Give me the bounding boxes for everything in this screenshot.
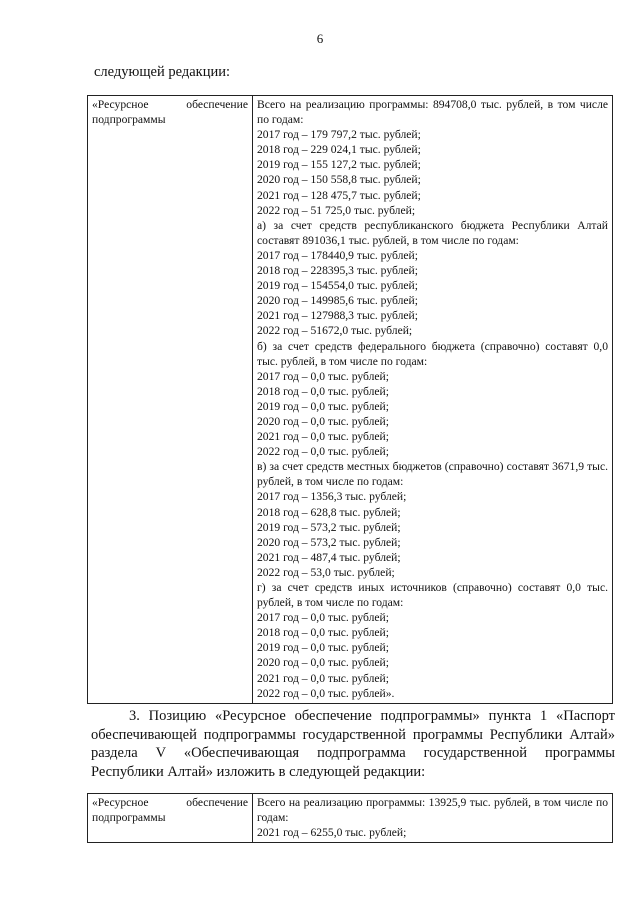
- year-line: 2019 год – 154554,0 тыс. рублей;: [257, 279, 418, 293]
- year-line: 2020 год – 0,0 тыс. рублей;: [257, 656, 389, 670]
- year-list-b: [257, 369, 608, 460]
- table-row: [88, 794, 613, 843]
- year-line: 2022 год – 51672,0 тыс. рублей;: [257, 324, 413, 338]
- year-line: 2019 год – 0,0 тыс. рублей;: [257, 641, 389, 655]
- year-line: 2021 год – 0,0 тыс. рублей;: [257, 671, 389, 685]
- year-line: 2017 год – 0,0 тыс. рублей;: [257, 369, 389, 383]
- resource-values-cell: [253, 794, 613, 843]
- year-line: 2018 год – 0,0 тыс. рублей;: [257, 626, 389, 640]
- year-line: 2019 год – 0,0 тыс. рублей;: [257, 399, 389, 413]
- year-list-c: [257, 489, 608, 580]
- year-line: 2022 год – 51 725,0 тыс. рублей;: [257, 203, 416, 217]
- year-line: 2017 год – 178440,9 тыс. рублей;: [257, 248, 418, 262]
- year-line: 2018 год – 229 024,1 тыс. рублей;: [257, 143, 421, 157]
- year-line: 2018 год – 628,8 тыс. рублей;: [257, 505, 401, 519]
- total-intro: Всего на реализацию программы: 894708,0 тыс. рублей, в том числе по годам:: [257, 98, 608, 127]
- year-line: 2021 год – 487,4 тыс. рублей;: [257, 550, 401, 564]
- year-line: 2022 год – 53,0 тыс. рублей;: [257, 565, 395, 579]
- resource-label-cell: [88, 794, 253, 843]
- resource-values-cell: [253, 96, 613, 704]
- year-line: 2017 год – 179 797,2 тыс. рублей;: [257, 128, 421, 142]
- resource-label: «Ресурсное обеспечение подпрограммы: [92, 98, 248, 127]
- resource-table-1: [87, 95, 613, 704]
- total-intro: Всего на реализацию программы: 13925,9 тыс. рублей, в том числе по годам:: [257, 796, 608, 825]
- year-line: 2019 год – 155 127,2 тыс. рублей;: [257, 158, 421, 172]
- resource-label: «Ресурсное обеспечение подпрограммы: [92, 796, 248, 825]
- resource-table-2: [87, 793, 613, 843]
- year-line: 2022 год – 0,0 тыс. рублей;: [257, 445, 389, 459]
- year-line: 2021 год – 127988,3 тыс. рублей;: [257, 309, 418, 323]
- year-line: 2020 год – 573,2 тыс. рублей;: [257, 535, 401, 549]
- year-line: 2021 год – 0,0 тыс. рублей;: [257, 430, 389, 444]
- section-a-text: а) за счет средств республиканского бюджета Республики Алтай составят 891036,1 тыс. рублей, в том числе по годам:: [257, 218, 608, 247]
- year-line: 2017 год – 0,0 тыс. рублей;: [257, 611, 389, 625]
- year-line: 2021 год – 128 475,7 тыс. рублей;: [257, 188, 421, 202]
- resource-label-cell: [88, 96, 253, 704]
- year-line: 2020 год – 149985,6 тыс. рублей;: [257, 294, 418, 308]
- table-row: [88, 96, 613, 704]
- year-list: [257, 127, 608, 218]
- body-paragraph: 3. Позицию «Ресурсное обеспечение подпрограммы» пункта 1 «Паспорт обеспечивающей подпрограммы государственной программы Республики Алтай» раздела V «Обеспечивающая подпрограмма государственной программы Республики Алтай» изложить в следующей редакции:: [91, 708, 615, 780]
- intro-text: следующей редакции:: [94, 64, 231, 80]
- year-line: 2020 год – 150 558,8 тыс. рублей;: [257, 173, 421, 187]
- year-line: 2017 год – 1356,3 тыс. рублей;: [257, 490, 407, 504]
- year-list-a: [257, 248, 608, 339]
- section-d-text: г) за счет средств иных источников (справочно) составят 0,0 тыс. рублей, в том числе по годам:: [257, 581, 608, 610]
- year-line: 2020 год – 0,0 тыс. рублей;: [257, 414, 389, 428]
- section-c-text: в) за счет средств местных бюджетов (справочно) составят 3671,9 тыс. рублей, в том числе по годам:: [257, 460, 608, 489]
- year-list: [257, 825, 608, 840]
- year-line: 2018 год – 0,0 тыс. рублей;: [257, 384, 389, 398]
- page-number: 6: [316, 31, 324, 46]
- year-line: 2018 год – 228395,3 тыс. рублей;: [257, 264, 418, 278]
- year-line: 2022 год – 0,0 тыс. рублей».: [257, 686, 395, 700]
- year-list-d: [257, 610, 608, 701]
- section-b-text: б) за счет средств федерального бюджета (справочно) составят 0,0 тыс. рублей, в том числе по годам:: [257, 339, 608, 368]
- year-line: 2021 год – 6255,0 тыс. рублей;: [257, 826, 407, 840]
- year-line: 2019 год – 573,2 тыс. рублей;: [257, 520, 401, 534]
